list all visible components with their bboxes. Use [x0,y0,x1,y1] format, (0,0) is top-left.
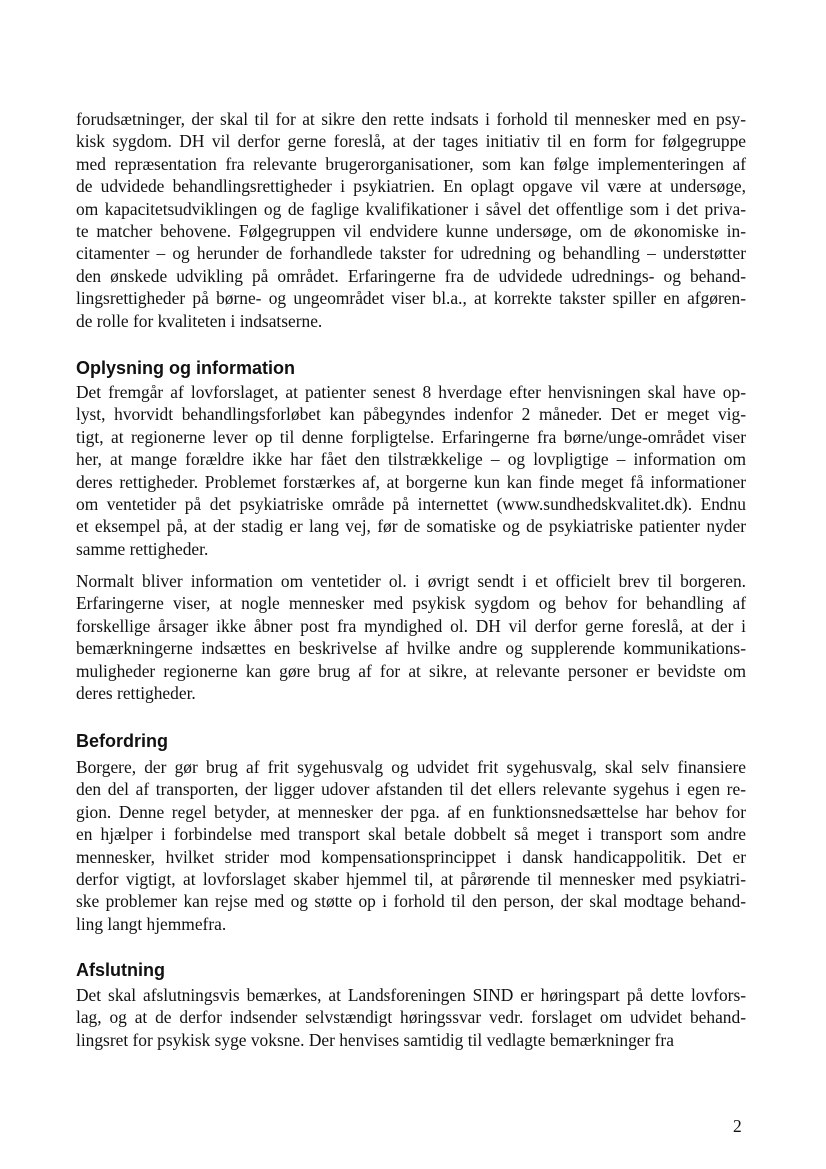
text-line: Normalt bliver information om ventetider ol. i øvrigt sendt i et officielt brev til borgeren. [76,571,746,591]
text-line: her, at mange forældre ikke har fået den tilstrækkelige – og lovpligtige – information om [76,449,746,470]
text-line: samme rettigheder. [76,538,209,559]
text-line: den del af transporten, der ligger udover afstanden til det ellers relevante sygehus i egen re- [76,779,746,800]
paragraph-oplysning [76,381,746,560]
text-line: gion. Denne regel betyder, at mennesker der pga. af en funktionsnedsættelse har behov for [76,801,746,822]
text-line: deres rettigheder. [76,683,196,704]
text-line: forskellige årsager ikke åbner post fra myndighed ol. DH vil derfor gerne foreslå, at der i [76,615,746,636]
text-line: om kapacitetsudviklingen og de faglige kvalifikationer i såvel det offentlige som i det priva- [76,198,746,219]
text-line: om ventetider på det psykiatriske område på internettet (www.sundhedskvalitet.dk). Endnu [76,494,746,515]
paragraph-intro [76,108,746,332]
text-line: bemærkningerne indsættes en beskrivelse af hvilke andre og supplerende kommunikations- [76,638,746,659]
text-line: forudsætninger, der skal til for at sikre den rette indsats i forhold til mennesker med en psy- [76,109,746,129]
text-line: Borgere, der gør brug af frit sygehusvalg og udvidet frit sygehusvalg, skal selv finansiere [76,757,746,777]
text-line: et eksempel på, at der stadig er lang vej, før de somatiske og de psykiatriske patienter nyder [76,516,746,537]
text-line: den ønskede udvikling på området. Erfaringerne fra de udvidede udrednings- og behand- [76,265,746,286]
text-line: mennesker, hvilket strider mod kompensationsprincippet i dansk handicappolitik. Det er [76,846,746,867]
paragraph-befordring [76,756,746,935]
text-line: citamenter – og herunder de forhandlede takster for udredning og behandling – understøtter [76,243,746,264]
text-line: ske problemer kan rejse med og støtte op i forhold til den person, der skal modtage behand- [76,891,746,912]
text-line: de udvidede behandlingsrettigheder i psykiatrien. En oplagt opgave vil være at undersøge, [76,176,746,197]
text-line: med repræsentation fra relevante brugerorganisationer, som kan følge implementeringen af [76,153,746,174]
text-line: de rolle for kvaliteten i indsatserne. [76,310,323,331]
text-line: deres rettigheder. Problemet forstærkes af, at borgerne kun kan finde meget få informationer [76,471,746,492]
text-line: Erfaringerne viser, at nogle mennesker med psykisk sygdom og behov for behandling af [76,593,746,614]
text-line: muligheder regionerne kan gøre brug af for at sikre, at relevante personer er bevidste om [76,660,746,681]
text-line: lyst, hvorvidt behandlingsforløbet kan påbegyndes indenfor 2 måneder. Det er meget vig- [76,404,746,425]
text-line: derfor vigtigt, at lovforslaget skaber hjemmel til, at pårørende til mennesker med psykiatri- [76,869,746,890]
text-line: te matcher behovene. Følgegruppen vil endvidere kunne undersøge, om de økonomiske in- [76,221,746,242]
paragraph-ventetider [76,570,746,704]
text-line: kisk sygdom. DH vil derfor gerne foreslå, at der tages initiativ til en form for følgegruppe [76,131,746,152]
text-line: Det skal afslutningsvis bemærkes, at Landsforeningen SIND er høringspart på dette lovfors- [76,985,746,1005]
text-line: Det fremgår af lovforslaget, at patienter senest 8 hverdage efter henvisningen skal have op- [76,382,746,402]
page-number: 2 [733,1116,742,1136]
text-line: ling langt hjemmefra. [76,913,227,934]
text-line: tigt, at regionerne lever op til denne forpligtelse. Erfaringerne fra børne/unge-området viser [76,426,746,447]
text-line: lingsrettigheder på børne- og ungeområdet viser bl.a., at korrekte takster spiller en afgøren- [76,288,746,309]
text-line: lingsret for psykisk syge voksne. Der henvises samtidig til vedlagte bemærkninger fra [76,1029,674,1050]
heading-befordring: Befordring [76,731,168,751]
heading-afslutning: Afslutning [76,960,165,980]
text-line: lag, og at de derfor indsender selvstændigt høringssvar vedr. forslaget om udvidet behand- [76,1007,746,1028]
text-line: en hjælper i forbindelse med transport skal betale dobbelt så meget i transport som andre [76,824,746,845]
paragraph-afslutning [76,984,746,1051]
heading-oplysning: Oplysning og information [76,358,295,378]
